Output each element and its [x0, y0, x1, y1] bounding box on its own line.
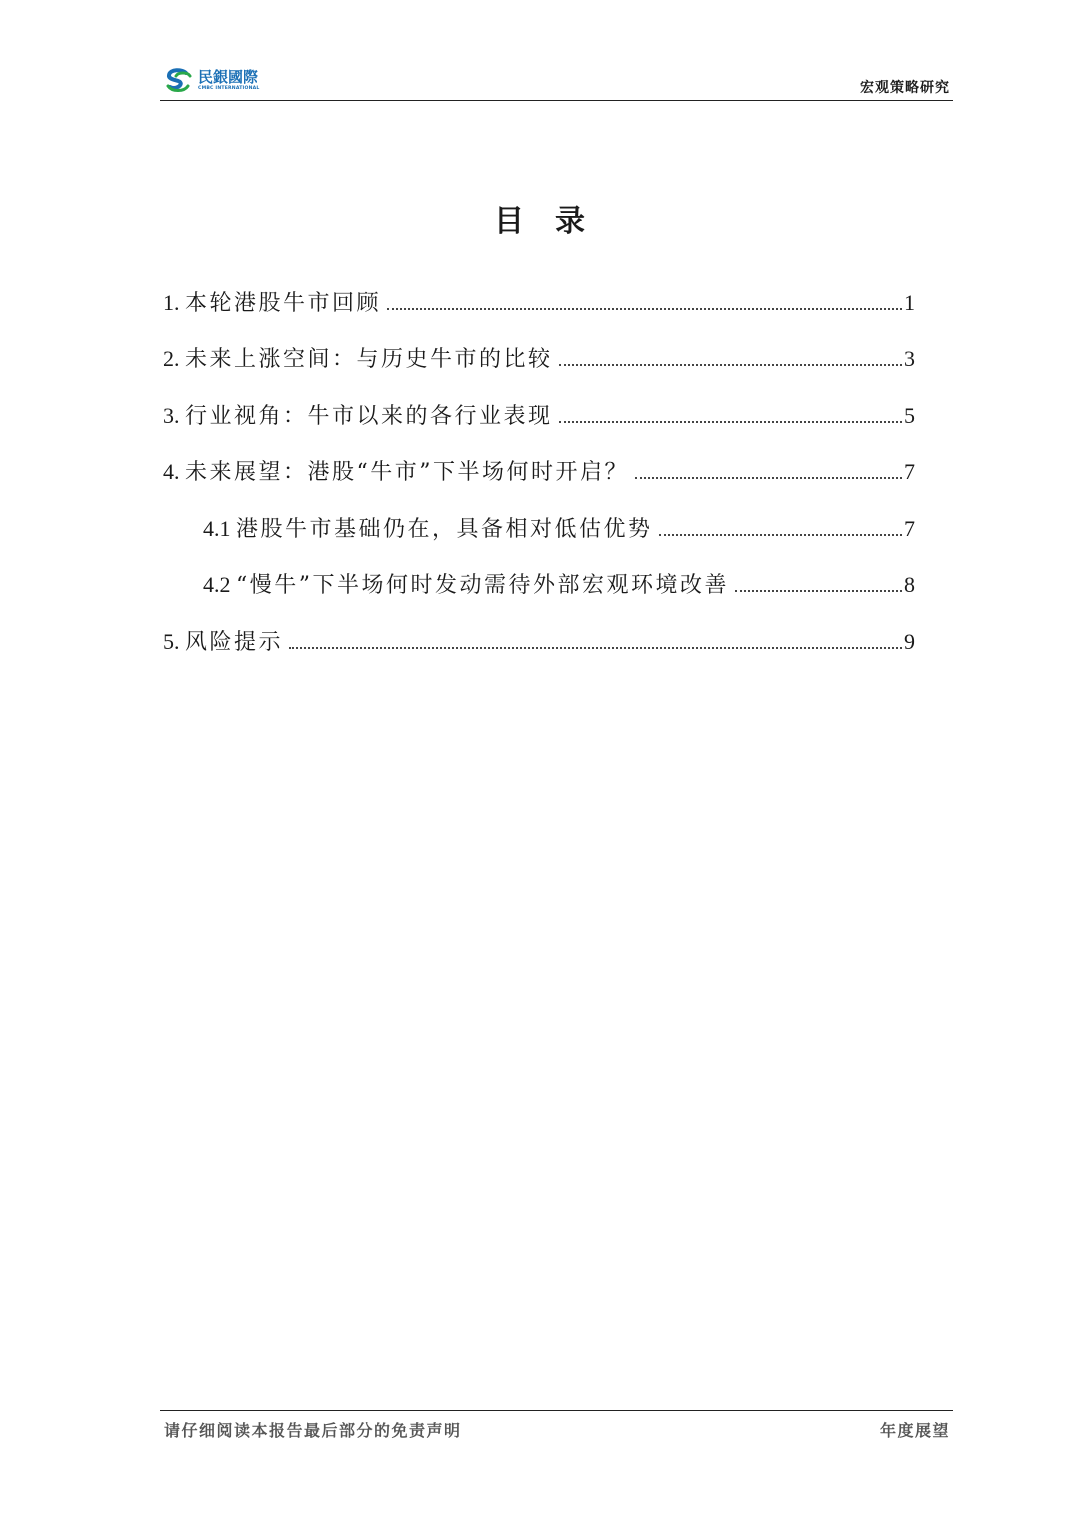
report-category: 宏观策略研究	[860, 80, 950, 96]
toc-entry-page: 1	[904, 290, 915, 315]
toc-entry-number: 2.	[163, 346, 185, 371]
toc-entry-title: 风险提示	[185, 630, 284, 655]
disclaimer-note: 请仔细阅读本报告最后部分的免责声明	[164, 1421, 462, 1440]
logo-english-name: CMBC INTERNATIONAL	[198, 86, 260, 92]
report-type: 年度展望	[879, 1421, 950, 1440]
toc-title-char-1: 目	[494, 204, 525, 239]
toc-title-char-2: 录	[555, 204, 586, 239]
toc-dot-leader	[659, 534, 902, 536]
toc-entry-number: 4.1	[203, 516, 236, 541]
toc-subentry[interactable]	[203, 512, 915, 544]
toc-entry-title: 未来上涨空间：与历史牛市的比较	[185, 347, 553, 372]
toc-entry-page: 9	[904, 629, 915, 654]
toc-title	[0, 196, 1080, 240]
toc-dot-leader	[559, 364, 902, 366]
toc-dot-leader	[289, 647, 902, 649]
toc-entry[interactable]	[163, 625, 915, 657]
toc-dot-leader	[387, 308, 902, 310]
toc-dot-leader	[635, 477, 902, 479]
toc-entry-title: 港股牛市基础仍在，具备相对低估优势	[236, 517, 653, 542]
toc-entry-page: 7	[904, 516, 915, 541]
toc-entry[interactable]	[163, 286, 915, 318]
page-footer	[160, 1410, 953, 1445]
company-logo	[164, 66, 260, 96]
logo-chinese-name: 民銀國際	[198, 68, 259, 87]
toc-entry-number: 1.	[163, 290, 185, 315]
toc-dot-leader	[735, 590, 902, 592]
toc-dot-leader	[559, 421, 902, 423]
toc-entry-title: “慢牛”下半场何时发动需待外部宏观环境改善	[236, 573, 729, 598]
logo-mark-icon	[164, 67, 194, 95]
toc-entry-page: 3	[904, 346, 915, 371]
toc-entry-page: 8	[904, 572, 915, 597]
page-header	[160, 62, 953, 101]
toc-entry-title: 本轮港股牛市回顾	[185, 291, 382, 316]
toc-entry[interactable]	[163, 399, 915, 431]
toc-entry-number: 4.2	[203, 572, 236, 597]
toc-entry[interactable]	[163, 455, 915, 487]
toc-entry-title: 行业视角：牛市以来的各行业表现	[185, 404, 553, 429]
toc-entry-title: 未来展望：港股“牛市”下半场何时开启？	[185, 460, 629, 485]
toc-entry[interactable]	[163, 342, 915, 374]
toc-subentry[interactable]	[203, 568, 915, 600]
toc-entry-number: 5.	[163, 629, 185, 654]
toc-entry-page: 5	[904, 403, 915, 428]
toc-entry-number: 3.	[163, 403, 185, 428]
toc-entry-page: 7	[904, 459, 915, 484]
toc-entry-number: 4.	[163, 459, 185, 484]
